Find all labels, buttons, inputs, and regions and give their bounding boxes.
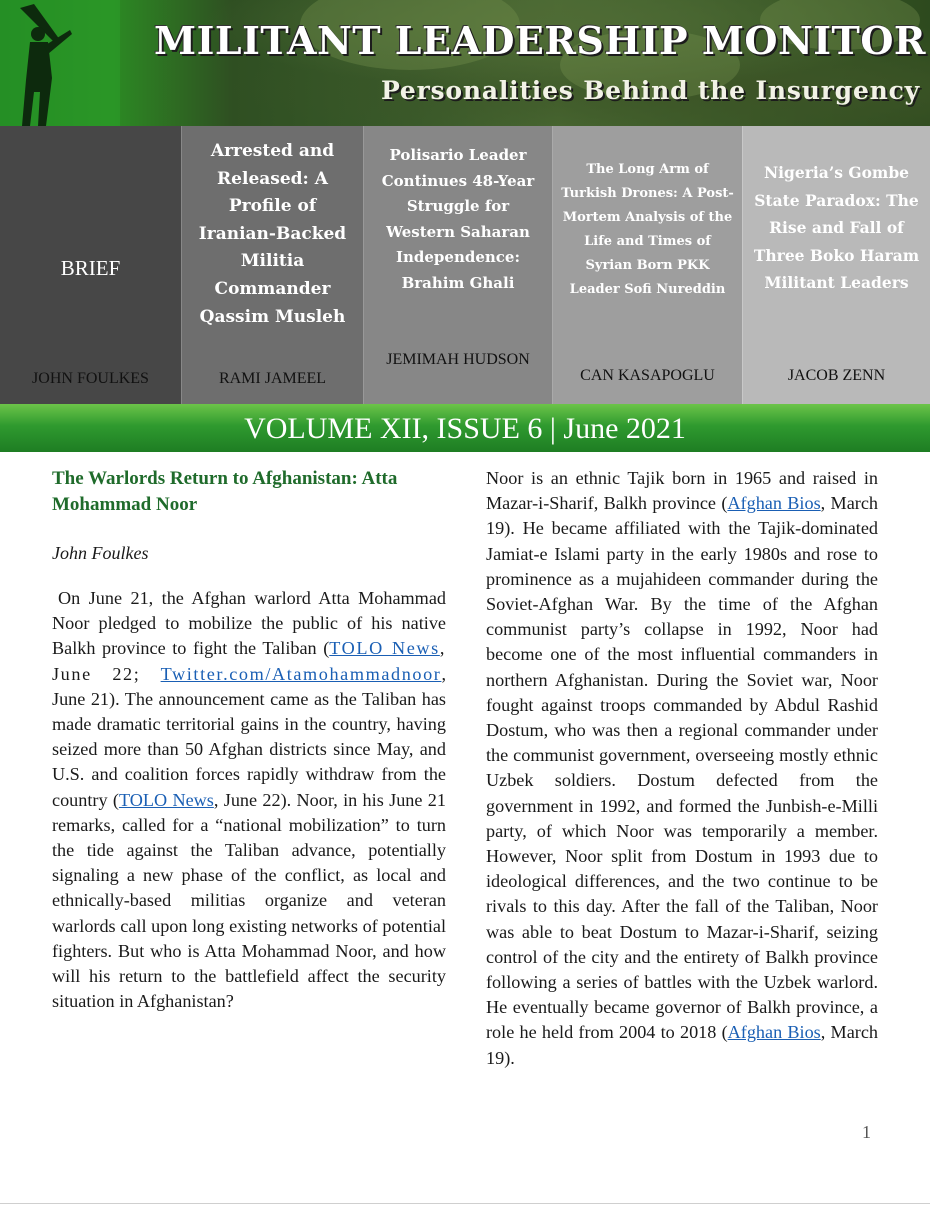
contents-headline: Nigeria’s Gombe State Paradox: The Rise and Fall of Three Boko Haram Militant Leaders xyxy=(753,163,920,292)
article-column-right xyxy=(486,466,878,1071)
paragraph-text: , June 22; xyxy=(52,638,446,684)
contents-headline: Polisario Leader Continues 48-Year Struggle for Western Saharan Independence: Brahim Ghali xyxy=(381,146,535,292)
contents-headline: Arrested and Released: A Profile of Iranian-Backed Militia Commander Qassim Musleh xyxy=(198,141,347,327)
contents-item-musleh[interactable] xyxy=(181,126,363,404)
article-byline: John Foulkes xyxy=(52,543,149,563)
article-paragraph xyxy=(486,466,878,1071)
paragraph-text: , March 19). xyxy=(486,1022,879,1068)
contents-author: JEMIMAH HUDSON xyxy=(386,351,530,368)
contents-item-brief[interactable] xyxy=(0,126,181,404)
volume-issue-bar: VOLUME XII, ISSUE 6 | June 2021 xyxy=(0,404,930,452)
article-title: The Warlords Return to Afghanistan: Atta Mohammad Noor xyxy=(52,468,398,515)
contents-item-ghali[interactable] xyxy=(363,126,552,404)
page-number: 1 xyxy=(862,1122,871,1142)
source-link-twitter[interactable]: Twitter.com/Atamohammadnoor xyxy=(160,663,442,684)
contents-headline: BRIEF xyxy=(60,256,121,280)
contents-author: CAN KASAPOGLU xyxy=(580,367,715,384)
publication-subtitle: Personalities Behind the Insurgency xyxy=(380,76,920,105)
contents-author: JACOB ZENN xyxy=(787,367,886,384)
paragraph-text: , June 22). Noor, in his June 21 remarks, called for a “national mobilization” to turn the tide against the Taliban advance, potentially signaling a new phase of the conflict, as local and ethnically-based militias organize and veteran warlords call upon long existing networks of potential fighters. But who is Atta Mohammad Noor, and how will his return to the battlefield affect the security situation in Afghanistan? xyxy=(52,789,446,1012)
paragraph-text: On June 21, the Afghan warlord Atta Mohammad Noor pledged to mobilize the public of his native Balkh province to fight the Taliban ( xyxy=(52,588,446,659)
contents-headline: The Long Arm of Turkish Drones: A Post-Mortem Analysis of the Life and Times of Syrian Born PKK Leader Sofi Nureddin xyxy=(561,162,734,297)
source-link-afghan-bios[interactable]: Afghan Bios xyxy=(727,1022,821,1043)
source-link-tolo[interactable]: TOLO News xyxy=(329,638,440,659)
contents-author: JOHN FOULKES xyxy=(32,370,149,387)
contents-item-gombe[interactable] xyxy=(742,126,930,404)
contents-item-nureddin[interactable] xyxy=(552,126,742,404)
contents-author: RAMI JAMEEL xyxy=(218,370,327,387)
article-column-left xyxy=(52,466,446,1014)
issue-contents-strip xyxy=(0,126,930,404)
paragraph-text: , March 19). He became affiliated with the Tajik-dominated Jamiat-e Islami party in the early 1980s and rose to prominence as a mujahideen commander during the Soviet-Afghan War. By the time of the Afghan communist party’s collapse in 1992, Noor had become one of the most influential commanders in northern Afghanistan. During the Soviet war, Noor fought against troops commanded by Abdul Rashid Dostum, who was then a regional commander under the communist government, overseeing mostly ethnic Uzbek soldiers. Dostum defected from the government in 1992, and formed the Junbish-e-Milli party, of which Noor was temporarily a member. However, Noor split from Dostum in 1993 due to ideological differences, and the two continue to be rivals to this day. After the fall of the Taliban, Noor was able to beat Dostum to Mazar-i-Sharif, seizing control of the city and the entirety of Balkh province following a series of battles with the Uzbek warlord. He eventually became governor of Balkh province, a role he held from 2004 to 2018 ( xyxy=(486,493,879,1043)
source-link-tolo[interactable]: TOLO News xyxy=(118,789,214,810)
source-link-afghan-bios[interactable]: Afghan Bios xyxy=(727,493,821,514)
publication-title: MILITANT LEADERSHIP MONITOR xyxy=(154,18,926,63)
paragraph-text: Noor is an ethnic Tajik born in 1965 and raised in Mazar-i-Sharif, Balkh province ( xyxy=(486,468,878,514)
page-bottom-rule xyxy=(0,1203,930,1204)
paragraph-text: , June 21). The announcement came as the Taliban has made dramatic territorial gains in the country, having seized more than 50 Afghan districts since May, and U.S. and coalition forces rapidly withdraw from the country ( xyxy=(52,663,446,810)
article-paragraph xyxy=(52,586,446,1014)
masthead-banner xyxy=(0,0,930,126)
